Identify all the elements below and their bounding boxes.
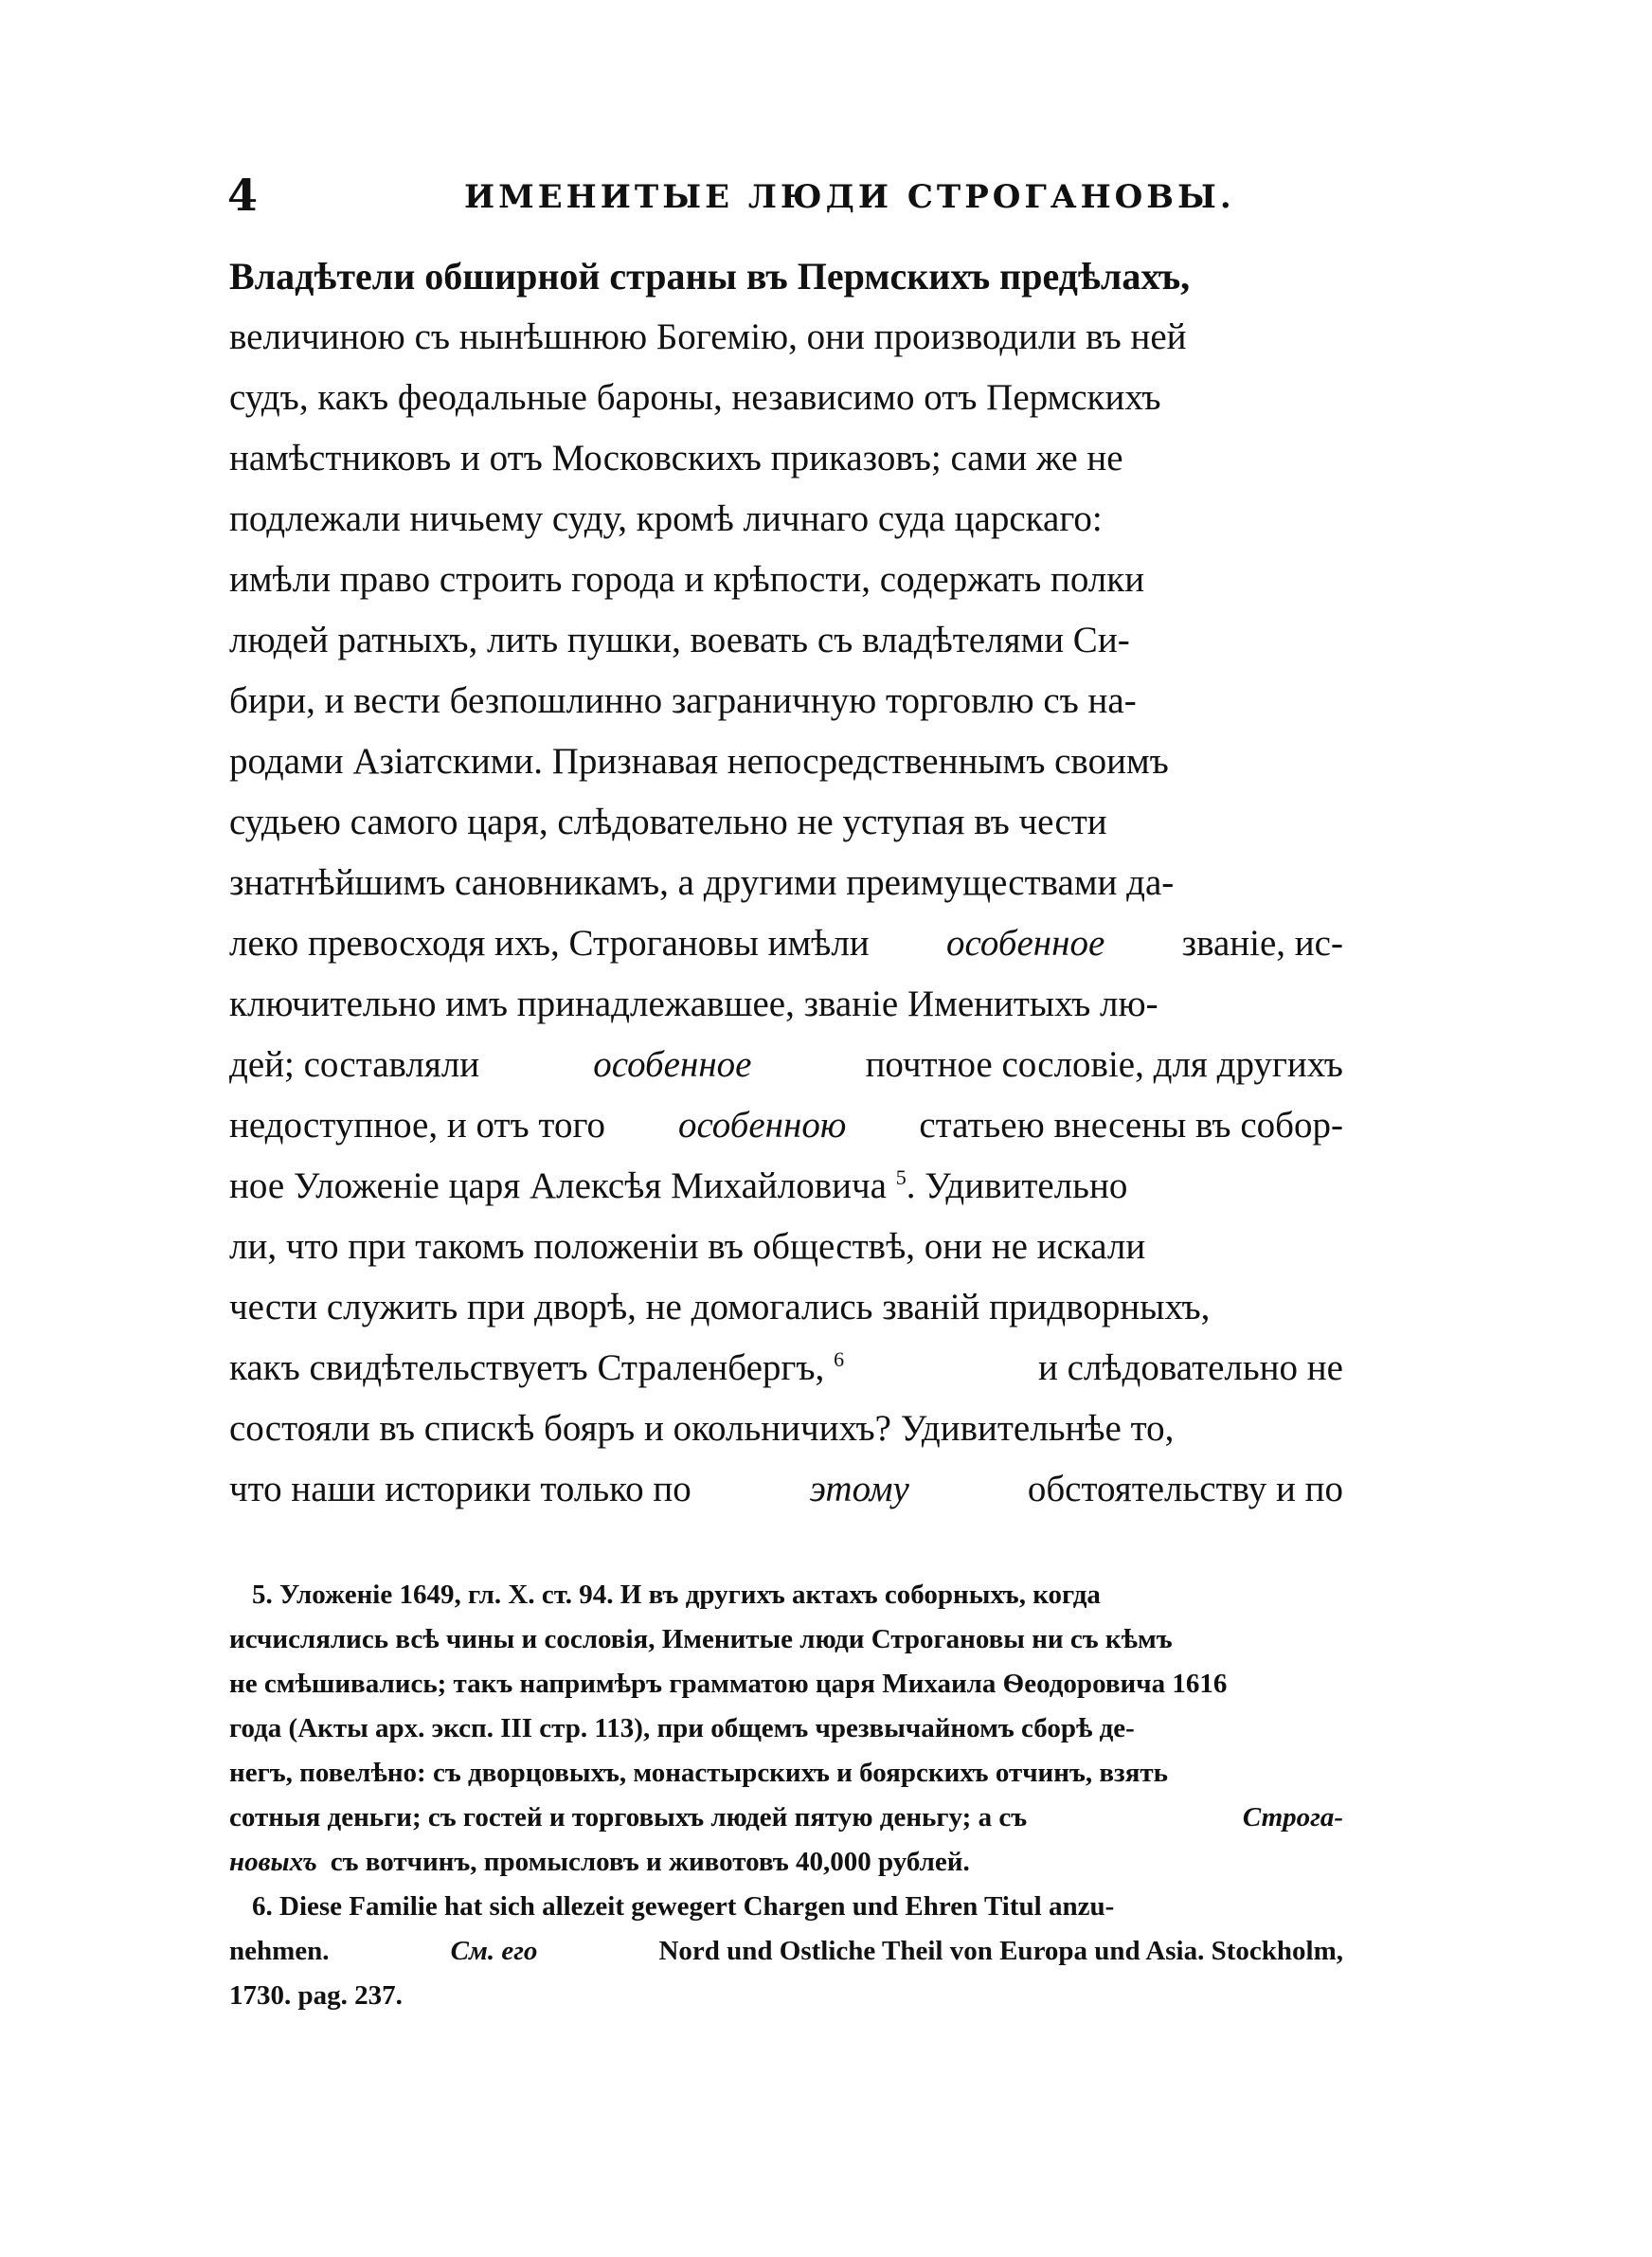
text-line: знатнѣйшимъ сановникамъ, а другими преимуществами да-	[229, 862, 1175, 903]
footnote-5-line	[229, 1796, 1343, 1840]
text-segment	[229, 1156, 1127, 1217]
running-title: ИМЕНИТЫЕ ЛЮДИ СТРОГАНОВЫ.	[464, 178, 1235, 216]
text-line: бири, и вести безпошлинно заграничную торговлю съ на-	[229, 680, 1137, 721]
footnote-6-line	[229, 1929, 1343, 1974]
text-segment: почтное сословіе, для другихъ	[865, 1044, 1343, 1085]
text-line	[229, 1095, 1343, 1156]
footnote-5-line: 5. Уложеніе 1649, гл. X. ст. 94. И въ другихъ актахъ соборныхъ, когда	[252, 1580, 1101, 1610]
text-segment: званіе, ис-	[1181, 923, 1343, 964]
footnotes	[229, 1573, 1343, 2018]
footnote-ref-6: 6	[834, 1347, 845, 1371]
text-line: людей ратныхъ, лить пушки, воевать съ владѣтелями Си-	[229, 620, 1130, 660]
italic-emphasis: См. его	[450, 1936, 538, 1966]
text-segment	[229, 1338, 844, 1399]
text-line	[229, 913, 1343, 974]
footnote-5-line: года (Акты арх. эксп. III стр. 113), при общемъ чрезвычайномъ сборѣ де-	[229, 1713, 1135, 1743]
text-line: родами Азіатскими. Признавая непосредственнымъ своимъ	[229, 741, 1169, 782]
text-line: подлежали ничьему суду, кромѣ личнаго суда царскаго:	[229, 498, 1103, 539]
text-segment: nehmen.	[229, 1936, 330, 1966]
footnote-5-line: исчислялись всѣ чины и сословія, Именитые люди Строгановы ни съ кѣмъ	[229, 1624, 1173, 1654]
text-segment: обстоятельству и по	[1027, 1469, 1343, 1509]
main-text	[229, 246, 1343, 1520]
text-segment: и слѣдовательно не	[1037, 1347, 1343, 1388]
italic-emphasis: новыхъ	[229, 1847, 317, 1877]
italic-emphasis: этому	[809, 1469, 909, 1509]
footnote-5-line: не смѣшивались; такъ напримѣръ грамматою царя Михаила Ѳеодоровича 1616	[229, 1669, 1228, 1699]
text-segment: Nord und Ostliche Theil von Europa und Asia. Stockholm,	[658, 1936, 1343, 1966]
text-line: чести служить при дворѣ, не домогались званій придворныхъ,	[229, 1287, 1211, 1327]
text-segment: сотныя деньги; съ гостей и торговыхъ людей пятую деньгу; а съ	[229, 1802, 1028, 1833]
text-line: намѣстниковъ и отъ Московскихъ приказовъ; сами же не	[229, 438, 1123, 478]
footnote-5-line: негъ, повелѣно: съ дворцовыхъ, монастырскихъ и боярскихъ отчинъ, взять	[229, 1758, 1168, 1788]
footnote-ref-5: 5	[895, 1165, 907, 1189]
text-fragment: какъ свидѣтельствуетъ Страленбергъ,	[229, 1347, 825, 1388]
italic-emphasis: Строга-	[1242, 1802, 1343, 1833]
footnote-5-line	[229, 1840, 1343, 1885]
text-line	[229, 1035, 1343, 1095]
text-segment: что наши историки только по	[229, 1469, 691, 1509]
text-segment: статьею внесены въ собор-	[919, 1105, 1343, 1146]
text-line: ключительно имъ принадлежавшее, званіе Именитыхъ лю-	[229, 984, 1158, 1024]
footnote-6-line: 6. Diese Familie hat sich allezeit gewegert Chargen und Ehren Titul anzu-	[252, 1891, 1115, 1922]
text-line: имѣли право строить города и крѣпости, содержать полки	[229, 559, 1145, 600]
text-line	[229, 1459, 1343, 1520]
italic-emphasis: особенное	[946, 923, 1105, 964]
text-line	[229, 1156, 1343, 1217]
text-segment: леко превосходя ихъ, Строгановы имѣли	[229, 923, 870, 964]
italic-emphasis: особенною	[677, 1105, 847, 1146]
footnote-6-line: 1730. pag. 237.	[229, 1980, 403, 2011]
text-line: судъ, какъ феодальные бароны, независимо отъ Пермскихъ	[229, 377, 1161, 418]
page-header	[227, 167, 1345, 224]
italic-emphasis: особенное	[593, 1044, 752, 1085]
text-fragment: . Удивительно	[906, 1165, 1128, 1206]
text-segment: недоступное, и отъ того	[229, 1105, 605, 1146]
text-line: состояли въ спискѣ бояръ и окольничихъ? Удивительнѣе то,	[229, 1408, 1175, 1449]
text-line: Владѣтели обширной страны въ Пермскихъ предѣлахъ,	[229, 255, 1191, 298]
text-segment: съ вотчинъ, промысловъ и животовъ 40,000 рублей.	[330, 1847, 970, 1877]
text-line: судьею самого царя, слѣдовательно не уступая въ чести	[229, 802, 1107, 842]
text-line	[229, 1338, 1343, 1399]
text-line: ли, что при такомъ положеніи въ обществѣ, они не искали	[229, 1226, 1146, 1267]
page-number: 4	[227, 170, 259, 221]
text-line: величиною съ нынѣшнюю Богемію, они производили въ ней	[229, 316, 1187, 357]
text-segment: дей; составляли	[229, 1044, 480, 1085]
text-fragment: ное Уложеніе царя Алексѣя Михайловича	[229, 1165, 887, 1206]
